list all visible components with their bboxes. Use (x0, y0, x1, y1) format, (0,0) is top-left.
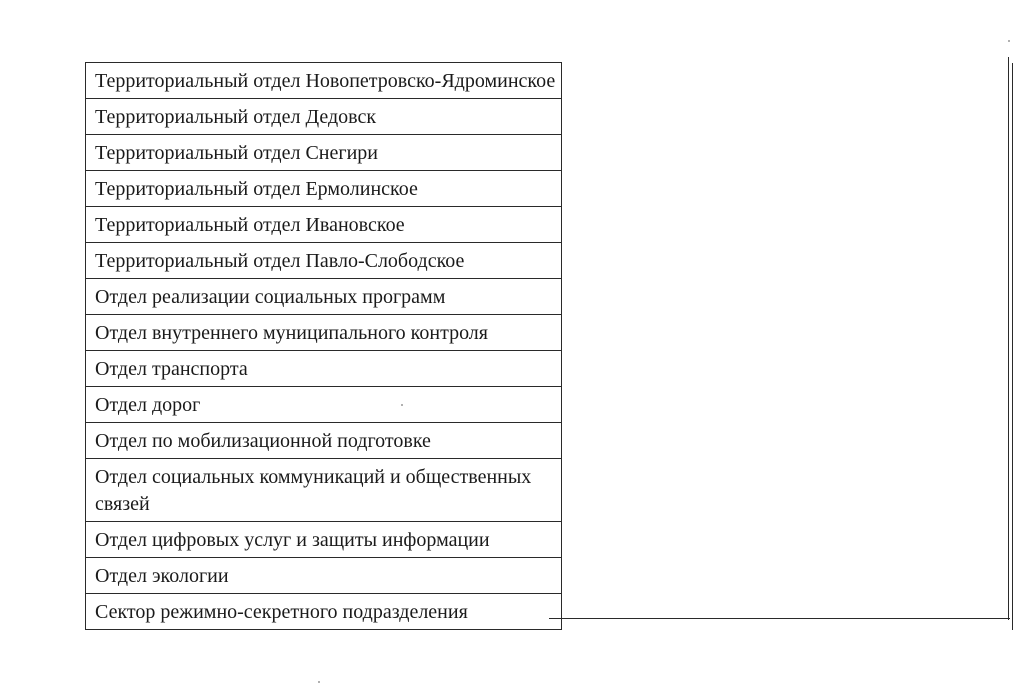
department-name-cell: Отдел социальных коммуникаций и общественных связей (86, 459, 562, 522)
department-name-cell: Территориальный отдел Дедовск (86, 99, 562, 135)
department-name-cell: Отдел экологии (86, 558, 562, 594)
department-name-cell: Отдел цифровых услуг и защиты информации (86, 522, 562, 558)
department-name-cell: Территориальный отдел Ермолинское (86, 171, 562, 207)
department-name-cell: Сектор режимно-секретного подразделения (86, 594, 562, 630)
departments-table (85, 62, 1013, 630)
departments-table-body (86, 63, 1013, 630)
department-name-cell: Территориальный отдел Ивановское (86, 207, 562, 243)
table-row (86, 63, 1013, 99)
departments-table-wrapper (85, 62, 1013, 630)
department-name-cell: Отдел транспорта (86, 351, 562, 387)
empty-right-column (562, 63, 1013, 630)
department-name-cell: Отдел дорог (86, 387, 562, 423)
department-name-cell: Территориальный отдел Снегири (86, 135, 562, 171)
department-name-cell: Отдел внутреннего муниципального контроля (86, 315, 562, 351)
scan-speck (401, 404, 403, 406)
department-name-cell: Территориальный отдел Новопетровско-Ядроминское (86, 63, 562, 99)
right-border-line (1008, 57, 1009, 620)
department-name-cell: Отдел по мобилизационной подготовке (86, 423, 562, 459)
scan-speck (1008, 40, 1010, 42)
scan-speck (318, 681, 320, 683)
department-name-cell: Территориальный отдел Павло-Слободское (86, 243, 562, 279)
department-name-cell: Отдел реализации социальных программ (86, 279, 562, 315)
bottom-border-line (549, 618, 1010, 619)
